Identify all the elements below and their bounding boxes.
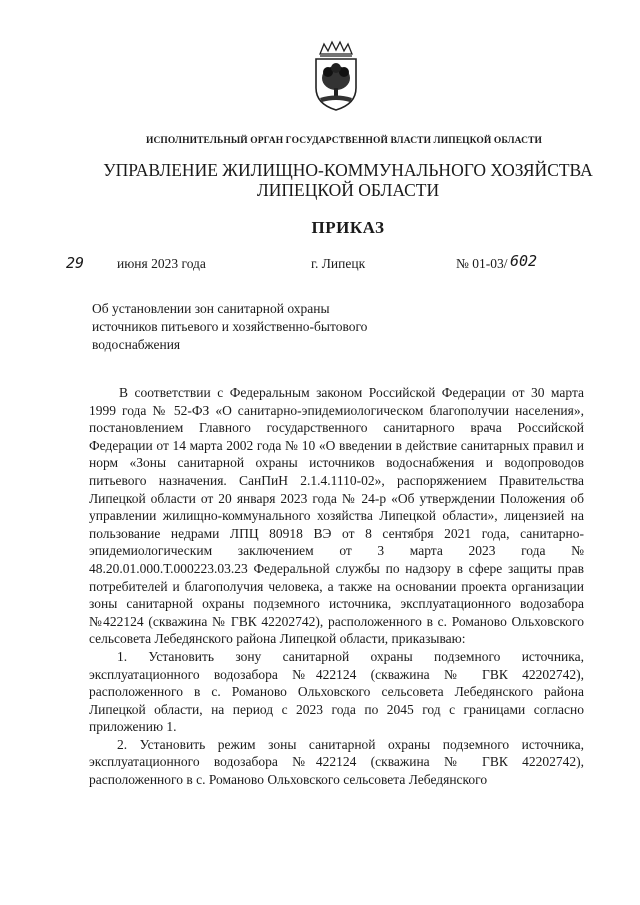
preamble-paragraph: В соответствии с Федеральным законом Российской Федерации от 30 марта 1999 года № 52-ФЗ «О санитарно-эпидемиологическом благополучии населения», постановлением Главного государственного санитарного врача Российской Федерации от 14 марта 2002 года № 10 «О введении в действие санитарных правил и норм «Зоны санитарной охраны источников водоснабжения и водопроводов питьевого назначения. СанПиН 2.1.4.1110-02», распоряжением Правительства Липецкой области от 20 января 2023 года № 24-р «Об утверждении Положения об управлении жилищно-коммунального хозяйства Липецкой области», лицензией на пользование недрами ЛПЦ 80918 ВЭ от 8 сентября 2021 года, санитарно-эпидемиологическим заключением от 3 марта 2023 года № 48.20.01.000.Т.000223.03.23 Федеральной службы по надзору в сфере защиты прав потребителей и благополучия человека, а также на основании проекта организации зоны санитарной охраны подземного источника, эксплуатационного водозабора №422124 (скважина № ГВК 42202742), расположенного в с. Романово Ольховского сельсовета Лебедянского района Липецкой области, приказываю:: [89, 385, 584, 647]
document-type-title: ПРИКАЗ: [311, 218, 385, 237]
handwritten-day: 29: [66, 254, 85, 272]
document-date: июня 2023 года: [117, 256, 206, 271]
document-subject: [92, 300, 422, 354]
department-name-line: УПРАВЛЕНИЕ ЖИЛИЩНО-КОММУНАЛЬНОГО ХОЗЯЙСТВА: [103, 160, 593, 180]
department-name-line: ЛИПЕЦКОЙ ОБЛАСТИ: [256, 180, 440, 200]
document-body: [89, 384, 584, 789]
subject-line: источников питьевого и хозяйственно-бытового: [92, 319, 368, 334]
handwritten-number: 602: [510, 252, 538, 270]
document-number-prefix: № 01-03/: [456, 256, 508, 271]
issuing-authority: ИСПОЛНИТЕЛЬНЫЙ ОРГАН ГОСУДАРСТВЕННОЙ ВЛАСТИ ЛИПЕЦКОЙ ОБЛАСТИ: [145, 136, 543, 146]
subject-line: Об установлении зон санитарной охраны: [92, 301, 330, 316]
order-item-1: 1. Установить зону санитарной охраны подземного источника, эксплуатационного водозабора №422124 (скважина № ГВК 42202742), расположенного в с. Романово Ольховского сельсовета Лебедянского района Липецкой области, на период с 2023 года по 2045 год с границами согласно приложению 1.: [89, 648, 584, 735]
lipetsk-coat-of-arms-icon: [306, 40, 366, 112]
subject-line: водоснабжения: [92, 337, 181, 352]
document-city: г. Липецк: [311, 256, 366, 271]
order-item-2: 2. Установить режим зоны санитарной охраны подземного источника, эксплуатационного водозабора №422124 (скважина № ГВК 42202742), расположенного в с. Романово Ольховского сельсовета Лебедянского: [89, 736, 584, 788]
department-name: [0, 160, 640, 200]
